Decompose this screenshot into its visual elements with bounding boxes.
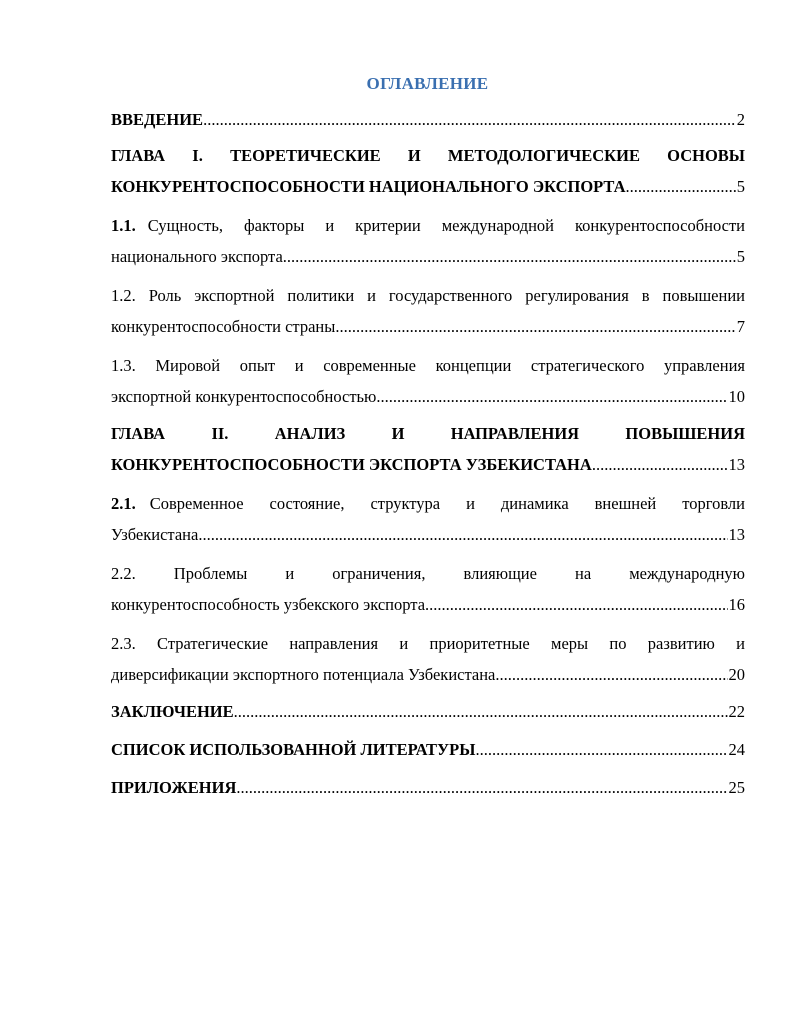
toc-page-number: 13 xyxy=(728,525,745,544)
toc-entry-section-1-3[interactable] xyxy=(111,350,745,412)
leader-dots xyxy=(283,241,736,272)
leader-dots xyxy=(234,696,728,727)
toc-entry-title: 2.2. Проблемы и ограничения, влияющие на международную xyxy=(111,564,745,583)
toc-page-number: 20 xyxy=(728,665,745,684)
toc-entry-title-cont: КОНКУРЕНТОСПОСОБНОСТИ НАЦИОНАЛЬНОГО ЭКСПОРТА xyxy=(111,177,626,196)
toc-page-number: 22 xyxy=(728,702,745,721)
leader-dots xyxy=(203,104,736,135)
toc-entry-conclusion[interactable] xyxy=(111,696,745,727)
toc-entry-chapter-1[interactable] xyxy=(111,140,745,202)
toc-entry-title: ЗАКЛЮЧЕНИЕ xyxy=(111,702,234,721)
toc-entry-title: ПРИЛОЖЕНИЯ xyxy=(111,778,237,797)
toc-page-number: 16 xyxy=(728,595,745,614)
toc-page-number: 24 xyxy=(728,740,745,759)
toc-entry-title-cont: конкурентоспособность узбекского экспорта xyxy=(111,595,426,614)
leader-dots xyxy=(425,589,727,620)
toc-page-number: 5 xyxy=(736,247,745,266)
toc-page-number: 25 xyxy=(728,778,745,797)
toc-entry-chapter-2[interactable] xyxy=(111,418,745,480)
toc-entry-title-cont: КОНКУРЕНТОСПОСОБНОСТИ ЭКСПОРТА УЗБЕКИСТАНА xyxy=(111,455,592,474)
toc-entry-title-cont: Узбекистана xyxy=(111,525,199,544)
toc-entry-appendices[interactable] xyxy=(111,772,745,803)
leader-dots xyxy=(475,734,727,765)
toc-entry-section-1-2[interactable] xyxy=(111,280,745,342)
leader-dots xyxy=(335,311,735,342)
toc-entry-section-1-1[interactable] xyxy=(111,210,745,272)
toc-entry-section-2-1[interactable] xyxy=(111,488,745,550)
toc-entry-references[interactable] xyxy=(111,734,745,765)
leader-dots xyxy=(626,171,736,202)
toc-entry-title-cont: экспортной конкурентоспособностью xyxy=(111,387,377,406)
toc-entry-section-2-3[interactable] xyxy=(111,628,745,690)
toc-page-number: 7 xyxy=(736,317,745,336)
toc-entry-title: 2.3. Стратегические направления и приоритетные меры по развитию и xyxy=(111,634,745,653)
toc-entry-title: ГЛАВА II. АНАЛИЗ И НАПРАВЛЕНИЯ ПОВЫШЕНИЯ xyxy=(111,424,745,443)
toc-page-number: 10 xyxy=(728,387,745,406)
toc-entry-title-cont: конкурентоспособности страны xyxy=(111,317,336,336)
toc-entry-title-cont: диверсификации экспортного потенциала Узбекистана xyxy=(111,665,496,684)
toc-entry-title: 1.3. Мировой опыт и современные концепции стратегического управления xyxy=(111,356,745,375)
leader-dots xyxy=(495,659,727,690)
toc-entry-title-cont: национального экспорта xyxy=(111,247,283,266)
toc-entry-introduction[interactable] xyxy=(111,104,745,135)
toc-entry-title: 1.2. Роль экспортной политики и государственного регулирования в повышении xyxy=(111,286,745,305)
toc-entry-title: Современное состояние, структура и динамика внешней торговли xyxy=(149,494,745,513)
toc-entry-title: СПИСОК ИСПОЛЬЗОВАННОЙ ЛИТЕРАТУРЫ xyxy=(111,740,476,759)
leader-dots xyxy=(198,519,727,550)
leader-dots xyxy=(236,772,727,803)
section-number: 1.1. xyxy=(111,216,136,235)
toc-entry-title: ВВЕДЕНИЕ xyxy=(111,110,204,129)
toc-title: ОГЛАВЛЕНИЕ xyxy=(366,74,489,93)
leader-dots xyxy=(592,449,728,480)
toc-entry-title: Сущность, факторы и критерии международной конкурентоспособности xyxy=(147,216,745,235)
leader-dots xyxy=(376,381,727,412)
toc-page-number: 5 xyxy=(736,177,745,196)
section-number: 2.1. xyxy=(111,494,136,513)
toc-page-number: 13 xyxy=(728,455,745,474)
toc-entry-title: ГЛАВА I. ТЕОРЕТИЧЕСКИЕ И МЕТОДОЛОГИЧЕСКИЕ ОСНОВЫ xyxy=(111,146,745,165)
toc-entry-section-2-2[interactable] xyxy=(111,558,745,620)
toc-page-number: 2 xyxy=(736,110,745,129)
